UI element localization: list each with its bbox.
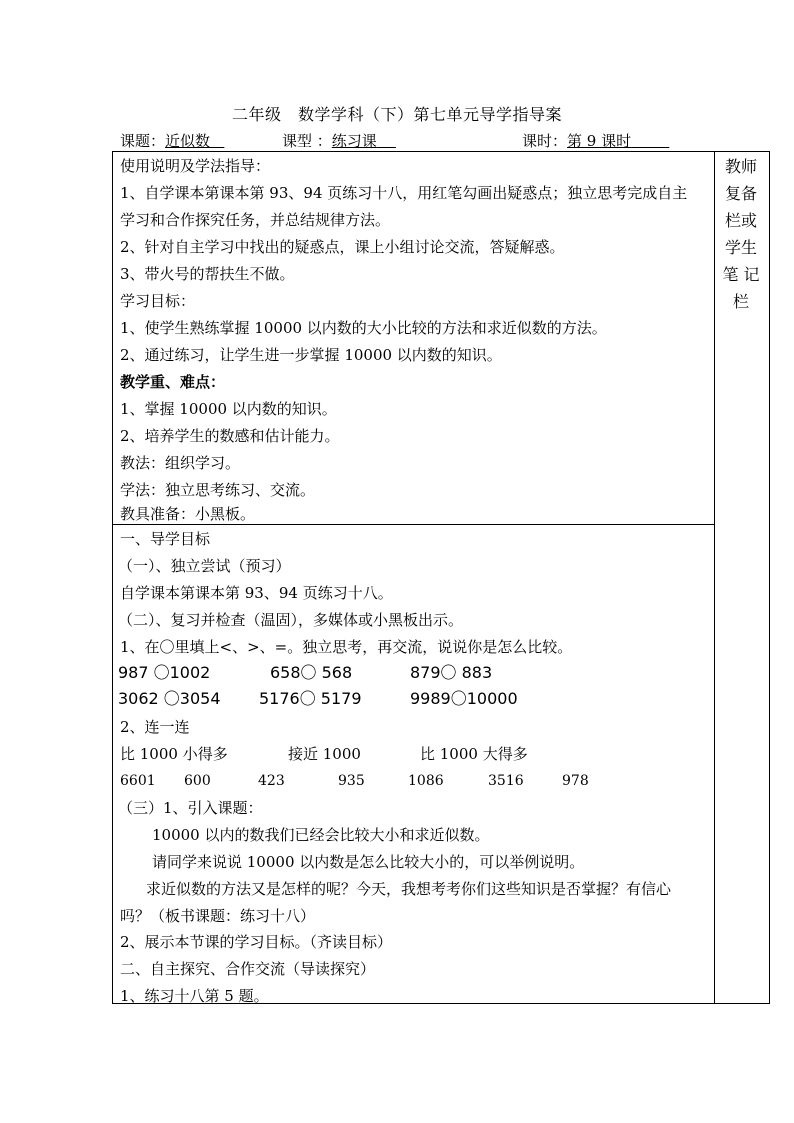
side-note-1: 教师 (724, 157, 757, 176)
category-much-more: 比 1000 大得多 (420, 745, 528, 763)
compare-instruction: 1、在〇里填上<、>、=。独立思考，再交流，说说你是怎么比较。 (120, 638, 573, 656)
topic-field (120, 130, 224, 151)
intro-line-4: 吗？（板书课题：练习十八） (120, 907, 316, 925)
key-point-1: 1、掌握 10000 以内数的知识。 (120, 400, 337, 418)
key-points-heading: 教学重、难点： (120, 373, 226, 391)
goal-2: 2、通过练习，让学生进一步掌握 10000 以内数的知识。 (120, 346, 502, 364)
topic-value: 近似数 (165, 132, 211, 150)
compare-item: 3062 〇3054 (118, 689, 221, 708)
compare-item: 658〇 568 (270, 663, 353, 682)
side-note-column (718, 153, 764, 315)
part-2-heading: （二）、复习并检查（温固），多媒体或小黑板出示。 (118, 611, 464, 629)
usage-heading: 使用说明及学法指导： (120, 157, 271, 175)
usage-line-1b: 学习和合作探究任务，并总结规律方法。 (120, 211, 391, 229)
topic-label: 课题： (120, 132, 166, 150)
hours-field (522, 130, 669, 151)
show-goals: 2、展示本节课的学习目标。（齐读目标） (120, 933, 393, 951)
goal-1: 1、使学生熟练掌握 10000 以内数的大小比较的方法和求近似数的方法。 (120, 319, 607, 337)
type-value: 练习课 (331, 132, 377, 150)
hours-value: 第 9 课时 (567, 132, 632, 150)
intro-line-1: 10000 以内的数我们已经会比较大小和求近似数。 (152, 826, 490, 844)
compare-item: 5176〇 5179 (259, 689, 362, 708)
part-1-text: 自学课本第课本第 93、94 页练习十八。 (120, 584, 393, 602)
number-item: 6601 (120, 773, 156, 789)
compare-item: 9989〇10000 (410, 689, 518, 708)
category-close: 接近 1000 (288, 745, 361, 763)
section-divider (112, 524, 715, 525)
number-item: 600 (184, 773, 211, 789)
number-item: 935 (338, 773, 365, 789)
side-note-2: 复备 (724, 184, 757, 203)
teaching-method: 教法：组织学习。 (120, 454, 241, 472)
teaching-aids: 教具准备：小黑板。 (120, 505, 256, 523)
number-item: 1086 (408, 773, 444, 789)
side-note-6: 栏 (732, 292, 749, 311)
intro-line-2: 请同学来说说 10000 以内数是怎么比较大小的，可以举例说明。 (152, 853, 585, 871)
category-much-less: 比 1000 小得多 (120, 745, 228, 763)
type-label: 课型 ： (282, 132, 332, 150)
intro-line-3: 求近似数的方法又是怎样的呢？今天，我想考考你们这些知识是否掌握？有信心 (146, 880, 672, 898)
explore-heading: 二、自主探究、合作交流（导读探究） (120, 960, 376, 978)
connect-heading: 2、连一连 (120, 718, 190, 736)
exercise-item: 1、练习十八第 5 题。 (120, 987, 269, 1005)
usage-line-1: 1、自学课本第课本第 93、94 页练习十八，用红笔勾画出疑惑点；独立思考完成自主 (120, 184, 688, 202)
compare-item: 987 〇1002 (118, 663, 211, 682)
side-note-5: 笔 记 (722, 265, 760, 284)
number-item: 3516 (488, 773, 524, 789)
part-1-heading: （一）、独立尝试（预习） (118, 557, 291, 575)
column-divider (714, 151, 715, 1004)
learning-method: 学法：独立思考练习、交流。 (120, 481, 316, 499)
usage-line-2: 2、针对自主学习中找出的疑惑点，课上小组讨论交流，答疑解惑。 (120, 238, 565, 256)
type-field (282, 130, 396, 151)
part-3-heading: （三）1、引入课题： (118, 799, 263, 817)
usage-line-3: 3、带火号的帮扶生不做。 (120, 265, 295, 283)
page-title: 二年级 数学学科（下）第七单元导学指导案 (231, 105, 562, 124)
number-item: 978 (562, 773, 589, 789)
goals-heading: 学习目标： (120, 292, 196, 310)
compare-item: 879〇 883 (410, 663, 493, 682)
number-item: 423 (258, 773, 285, 789)
side-note-4: 学生 (724, 238, 757, 257)
hours-label: 课时： (522, 132, 568, 150)
side-note-3: 栏或 (724, 211, 757, 230)
guide-heading: 一、导学目标 (120, 530, 211, 548)
key-point-2: 2、培养学生的数感和估计能力。 (120, 427, 340, 445)
